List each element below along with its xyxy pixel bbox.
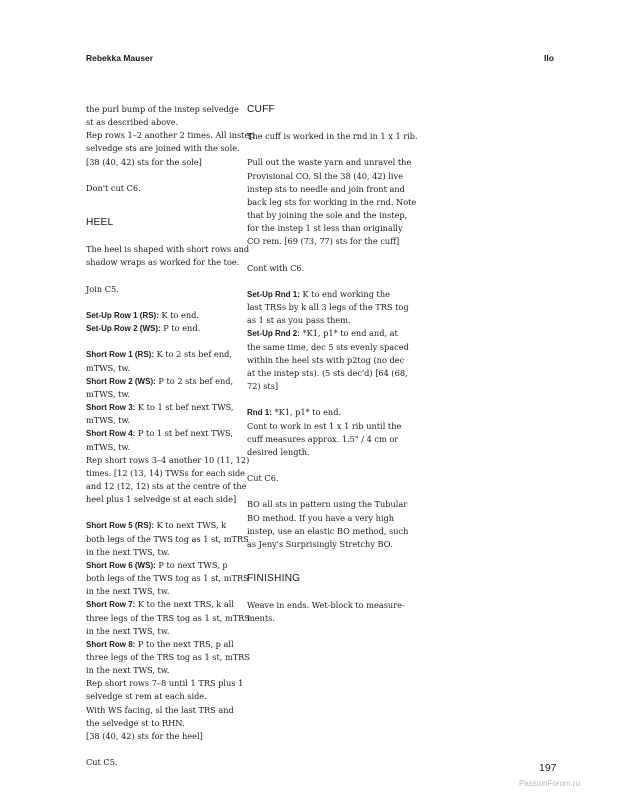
instruction-short-row-6 xyxy=(86,559,238,572)
text-line: selvedge st rem at each side. xyxy=(86,691,207,702)
text-line: mTWS, tw. xyxy=(86,362,131,373)
text-line: in the next TWS, tw. xyxy=(86,586,170,597)
section-heading-heel: HEEL xyxy=(86,217,114,229)
text-line: in the next TWS, tw. xyxy=(86,625,170,636)
row-text: P to 2 sts bef end, xyxy=(155,375,234,386)
row-label: Rnd 1: xyxy=(247,408,272,418)
text-line: mTWS, tw. xyxy=(86,441,131,452)
row-label: Short Row 8: xyxy=(86,639,136,649)
row-text: *K1, p1* to end. xyxy=(271,407,342,418)
text-line: both legs of the TWS tog as 1 st, mTRS xyxy=(86,573,249,584)
text-line: Provisional CO. Sl the 38 (40, 42) live xyxy=(247,170,404,181)
row-label: Short Row 4: xyxy=(86,429,136,439)
text-line: Don't cut C6. xyxy=(86,182,141,193)
running-header-title: Ilo xyxy=(544,53,554,63)
text-line: as Jeny's Surprisingly Stretchy BO. xyxy=(247,538,393,549)
text-line: three legs of the TRS tog as 1 st, mTRS xyxy=(86,612,250,623)
right-column xyxy=(247,103,418,626)
row-text: P to the next TRS, p all xyxy=(135,638,234,649)
text-line: in the next TWS, tw. xyxy=(86,546,170,557)
row-text: K to the next TRS, k all xyxy=(135,599,234,610)
text-line: [38 (40, 42) sts for the sole] xyxy=(86,156,202,167)
row-text: *K1, p1* to end and, at xyxy=(299,328,398,339)
instruction-setup-row-1 xyxy=(86,309,238,322)
text-line: mTWS, tw. xyxy=(86,415,131,426)
text-line: times. [12 (13, 14) TWSs for each side xyxy=(86,467,246,478)
text-line: last TRSs by k all 3 legs of the TRS tog xyxy=(247,302,409,313)
row-label: Short Row 5 (RS): xyxy=(86,521,154,531)
instruction-short-row-7 xyxy=(86,598,238,611)
section-heading-finishing: FINISHING xyxy=(247,573,301,585)
left-column xyxy=(86,103,255,769)
row-label: Short Row 2 (WS): xyxy=(86,376,156,386)
text-line: mTWS, tw. xyxy=(86,388,131,399)
row-label: Set-Up Rnd 2: xyxy=(247,329,300,339)
text-line: Cut C5. xyxy=(86,757,118,768)
text-line: selvedge sts are joined with the sole. xyxy=(86,143,240,154)
text-line: Cut C6. xyxy=(247,473,279,484)
row-text: K to 1 st bef next TWS, xyxy=(135,402,234,413)
text-line: desired length. xyxy=(247,446,310,457)
row-text: K to next TWS, k xyxy=(154,520,227,531)
text-line: instep sts to needle and join front and xyxy=(247,183,405,194)
instruction-short-row-5 xyxy=(86,519,238,532)
page-number: 197 xyxy=(539,762,557,774)
text-line: both legs of the TWS tog as 1 st, mTRS xyxy=(86,533,249,544)
text-line: Pull out the waste yarn and unravel the xyxy=(247,157,412,168)
text-line: Weave in ends. Wet-block to measure- xyxy=(247,600,405,611)
text-line: that by joining the sole and the instep, xyxy=(247,210,408,221)
text-line: With WS facing, sl the last TRS and xyxy=(86,704,234,715)
section-heading-cuff: CUFF xyxy=(247,104,275,115)
text-line: back leg sts for working in the rnd. Note xyxy=(247,196,417,207)
text-line: as 1 st as you pass them. xyxy=(247,315,351,326)
text-line: Rep short rows 3–4 another 10 (11, 12) xyxy=(86,454,250,465)
instruction-short-row-2 xyxy=(86,375,238,388)
text-line: The cuff is worked in the rnd in 1 x 1 rib. xyxy=(247,131,418,142)
text-line: three legs of the TRS tog as 1 st, mTRS xyxy=(86,652,250,662)
instruction-rnd-1 xyxy=(247,406,401,419)
text-line: Rep short rows 7–8 until 1 TRS plus 1 xyxy=(86,678,244,689)
instruction-short-row-4 xyxy=(86,427,238,440)
row-label: Short Row 6 (WS): xyxy=(86,560,156,570)
text-line: at the instep sts). (5 sts dec'd) [64 (68, xyxy=(247,367,408,378)
text-line: the purl bump of the instep selvedge xyxy=(86,104,239,114)
text-line: ments. xyxy=(247,613,275,624)
text-line: instep, use an elastic BO method, such xyxy=(247,525,409,536)
instruction-short-row-3 xyxy=(86,401,238,414)
instruction-short-row-8 xyxy=(86,638,238,651)
text-line: Cont to work in est 1 x 1 rib until the xyxy=(247,420,402,431)
text-line: BO method. If you have a very high xyxy=(247,512,395,523)
row-label: Short Row 7: xyxy=(86,600,136,610)
text-line: in the next TWS, tw. xyxy=(86,665,170,676)
row-text: K to end working the xyxy=(299,288,390,299)
text-line: for the instep 1 st less than originally xyxy=(247,223,403,234)
text-line: the selvedge st to RHN. xyxy=(86,717,185,728)
text-line: and 12 (12, 12) sts at the centre of the xyxy=(86,480,247,491)
instruction-setup-rnd-1 xyxy=(247,288,401,301)
row-text: P to end. xyxy=(160,323,201,334)
text-line: shadow wraps as worked for the toe. xyxy=(86,257,240,268)
text-line: BO all sts in pattern using the Tubular xyxy=(247,499,408,510)
row-label: Set-Up Rnd 1: xyxy=(247,289,300,299)
row-label: Short Row 1 (RS): xyxy=(86,350,154,360)
running-header-author: Rebekka Mauser xyxy=(86,53,154,63)
text-line: st as described above. xyxy=(86,117,179,128)
watermark: PassionForum.ru xyxy=(519,779,580,788)
row-text: K to end. xyxy=(158,309,199,320)
row-text: K to 2 sts bef end, xyxy=(154,349,232,360)
text-line: The heel is shaped with short rows and xyxy=(86,244,250,255)
instruction-setup-row-2 xyxy=(86,322,238,335)
text-line: the same time, dec 5 sts evenly spaced xyxy=(247,341,409,352)
row-label: Set-Up Row 2 (WS): xyxy=(86,324,161,334)
row-text: P to 1 st bef next TWS, xyxy=(135,428,233,439)
text-line: heel plus 1 selvedge st at each side] xyxy=(86,494,237,505)
text-line: Rep rows 1–2 another 2 times. All instep xyxy=(86,130,255,141)
text-line: Cont with C6. xyxy=(247,262,305,273)
row-label: Set-Up Row 1 (RS): xyxy=(86,310,159,320)
instruction-setup-rnd-2 xyxy=(247,327,401,340)
text-line: 72) sts] xyxy=(247,381,279,392)
text-line: Join C5. xyxy=(86,283,119,294)
instruction-short-row-1 xyxy=(86,348,238,361)
row-text: P to next TWS, p xyxy=(155,559,228,570)
row-label: Short Row 3: xyxy=(86,403,136,413)
text-line: CO rem. [69 (73, 77) sts for the cuff] xyxy=(247,236,400,247)
text-line: cuff measures approx. 1.5" / 4 cm or xyxy=(247,433,399,444)
text-line: within the heel sts with p2tog (no dec xyxy=(247,354,405,365)
text-line: [38 (40, 42) sts for the heel] xyxy=(86,730,203,741)
